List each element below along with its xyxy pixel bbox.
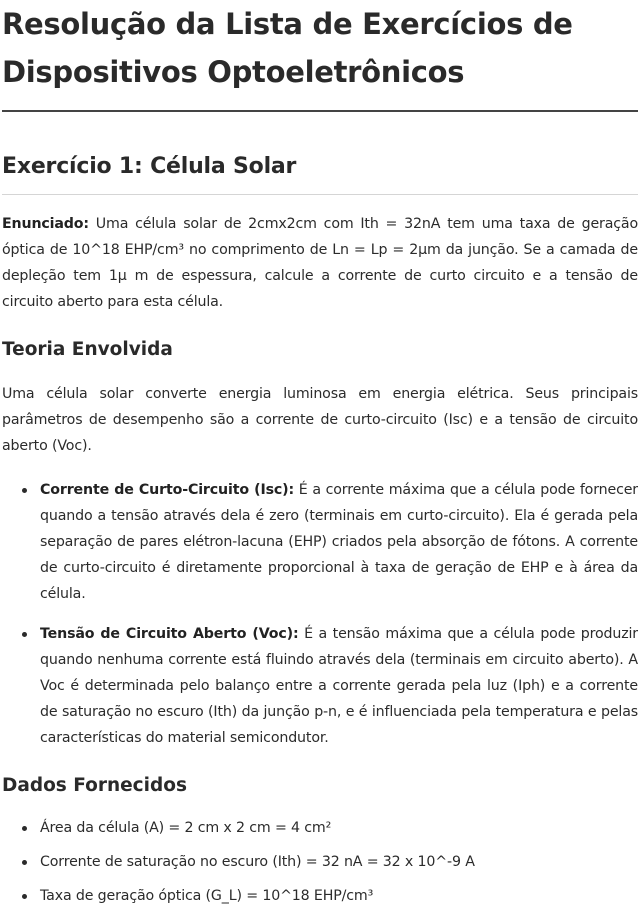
page-title: Resolução da Lista de Exercícios de Dispositivos Optoeletrônicos bbox=[2, 0, 638, 112]
given-item-text: Taxa de geração óptica (G_L) = 10^18 EHP/cm³ bbox=[40, 888, 374, 904]
bullet-icon bbox=[22, 894, 27, 899]
theory-item-text: É a corrente máxima que a célula pode fornecer quando a tensão através dela é zero (terminais em curto-circuito). Ela é gerada pela separação de pares elétron-lacuna (EHP) criados pela absorção de fótons. A corrente de curto-circuito é diretamente proporcional à taxa de geração de EHP e à área da célula. bbox=[40, 482, 638, 602]
theory-list bbox=[2, 477, 638, 751]
theory-item-text: É a tensão máxima que a célula pode produzir quando nenhuma corrente está fluindo através dela (terminais em circuito aberto). A Voc é determinada pelo balanço entre a corrente gerada pela luz (Iph) e a corrente de saturação no escuro (Ith) da junção p-n, e é influenciada pela temperatura e pelas características do material semicondutor. bbox=[40, 626, 638, 746]
theory-intro: Uma célula solar converte energia luminosa em energia elétrica. Seus principais parâmetros de desempenho são a corrente de curto-circuito (Isc) e a tensão de circuito aberto (Voc). bbox=[2, 386, 638, 454]
list-item bbox=[2, 883, 638, 909]
exercise-statement bbox=[2, 211, 638, 315]
list-item bbox=[2, 815, 638, 841]
bullet-icon bbox=[22, 860, 27, 865]
bullet-icon bbox=[22, 826, 27, 831]
given-item-text: Área da célula (A) = 2 cm x 2 cm = 4 cm² bbox=[40, 820, 332, 836]
theory-item-label: Tensão de Circuito Aberto (Voc): bbox=[40, 626, 299, 642]
bullet-icon bbox=[22, 488, 27, 493]
theory-heading: Teoria Envolvida bbox=[2, 339, 173, 360]
list-item bbox=[2, 477, 638, 607]
given-data-list bbox=[2, 815, 638, 909]
list-item bbox=[2, 621, 638, 751]
given-item-text: Corrente de saturação no escuro (Ith) = 32 nA = 32 x 10^-9 A bbox=[40, 854, 475, 870]
exercise-section bbox=[2, 152, 638, 909]
bullet-icon bbox=[22, 632, 27, 637]
theory-item-label: Corrente de Curto-Circuito (Isc): bbox=[40, 482, 294, 498]
given-data-heading: Dados Fornecidos bbox=[2, 775, 187, 796]
list-item bbox=[2, 849, 638, 875]
statement-text: Uma célula solar de 2cmx2cm com Ith = 32nA tem uma taxa de geração óptica de 10^18 EHP/cm³ no comprimento de Ln = Lp = 2μm da junção. Se a camada de depleção tem 1μ m de espessura, calcule a corrente de curto circuito e a tensão de circuito aberto para esta célula. bbox=[2, 216, 638, 310]
statement-label: Enunciado: bbox=[2, 216, 89, 232]
exercise-heading: Exercício 1: Célula Solar bbox=[2, 152, 638, 195]
